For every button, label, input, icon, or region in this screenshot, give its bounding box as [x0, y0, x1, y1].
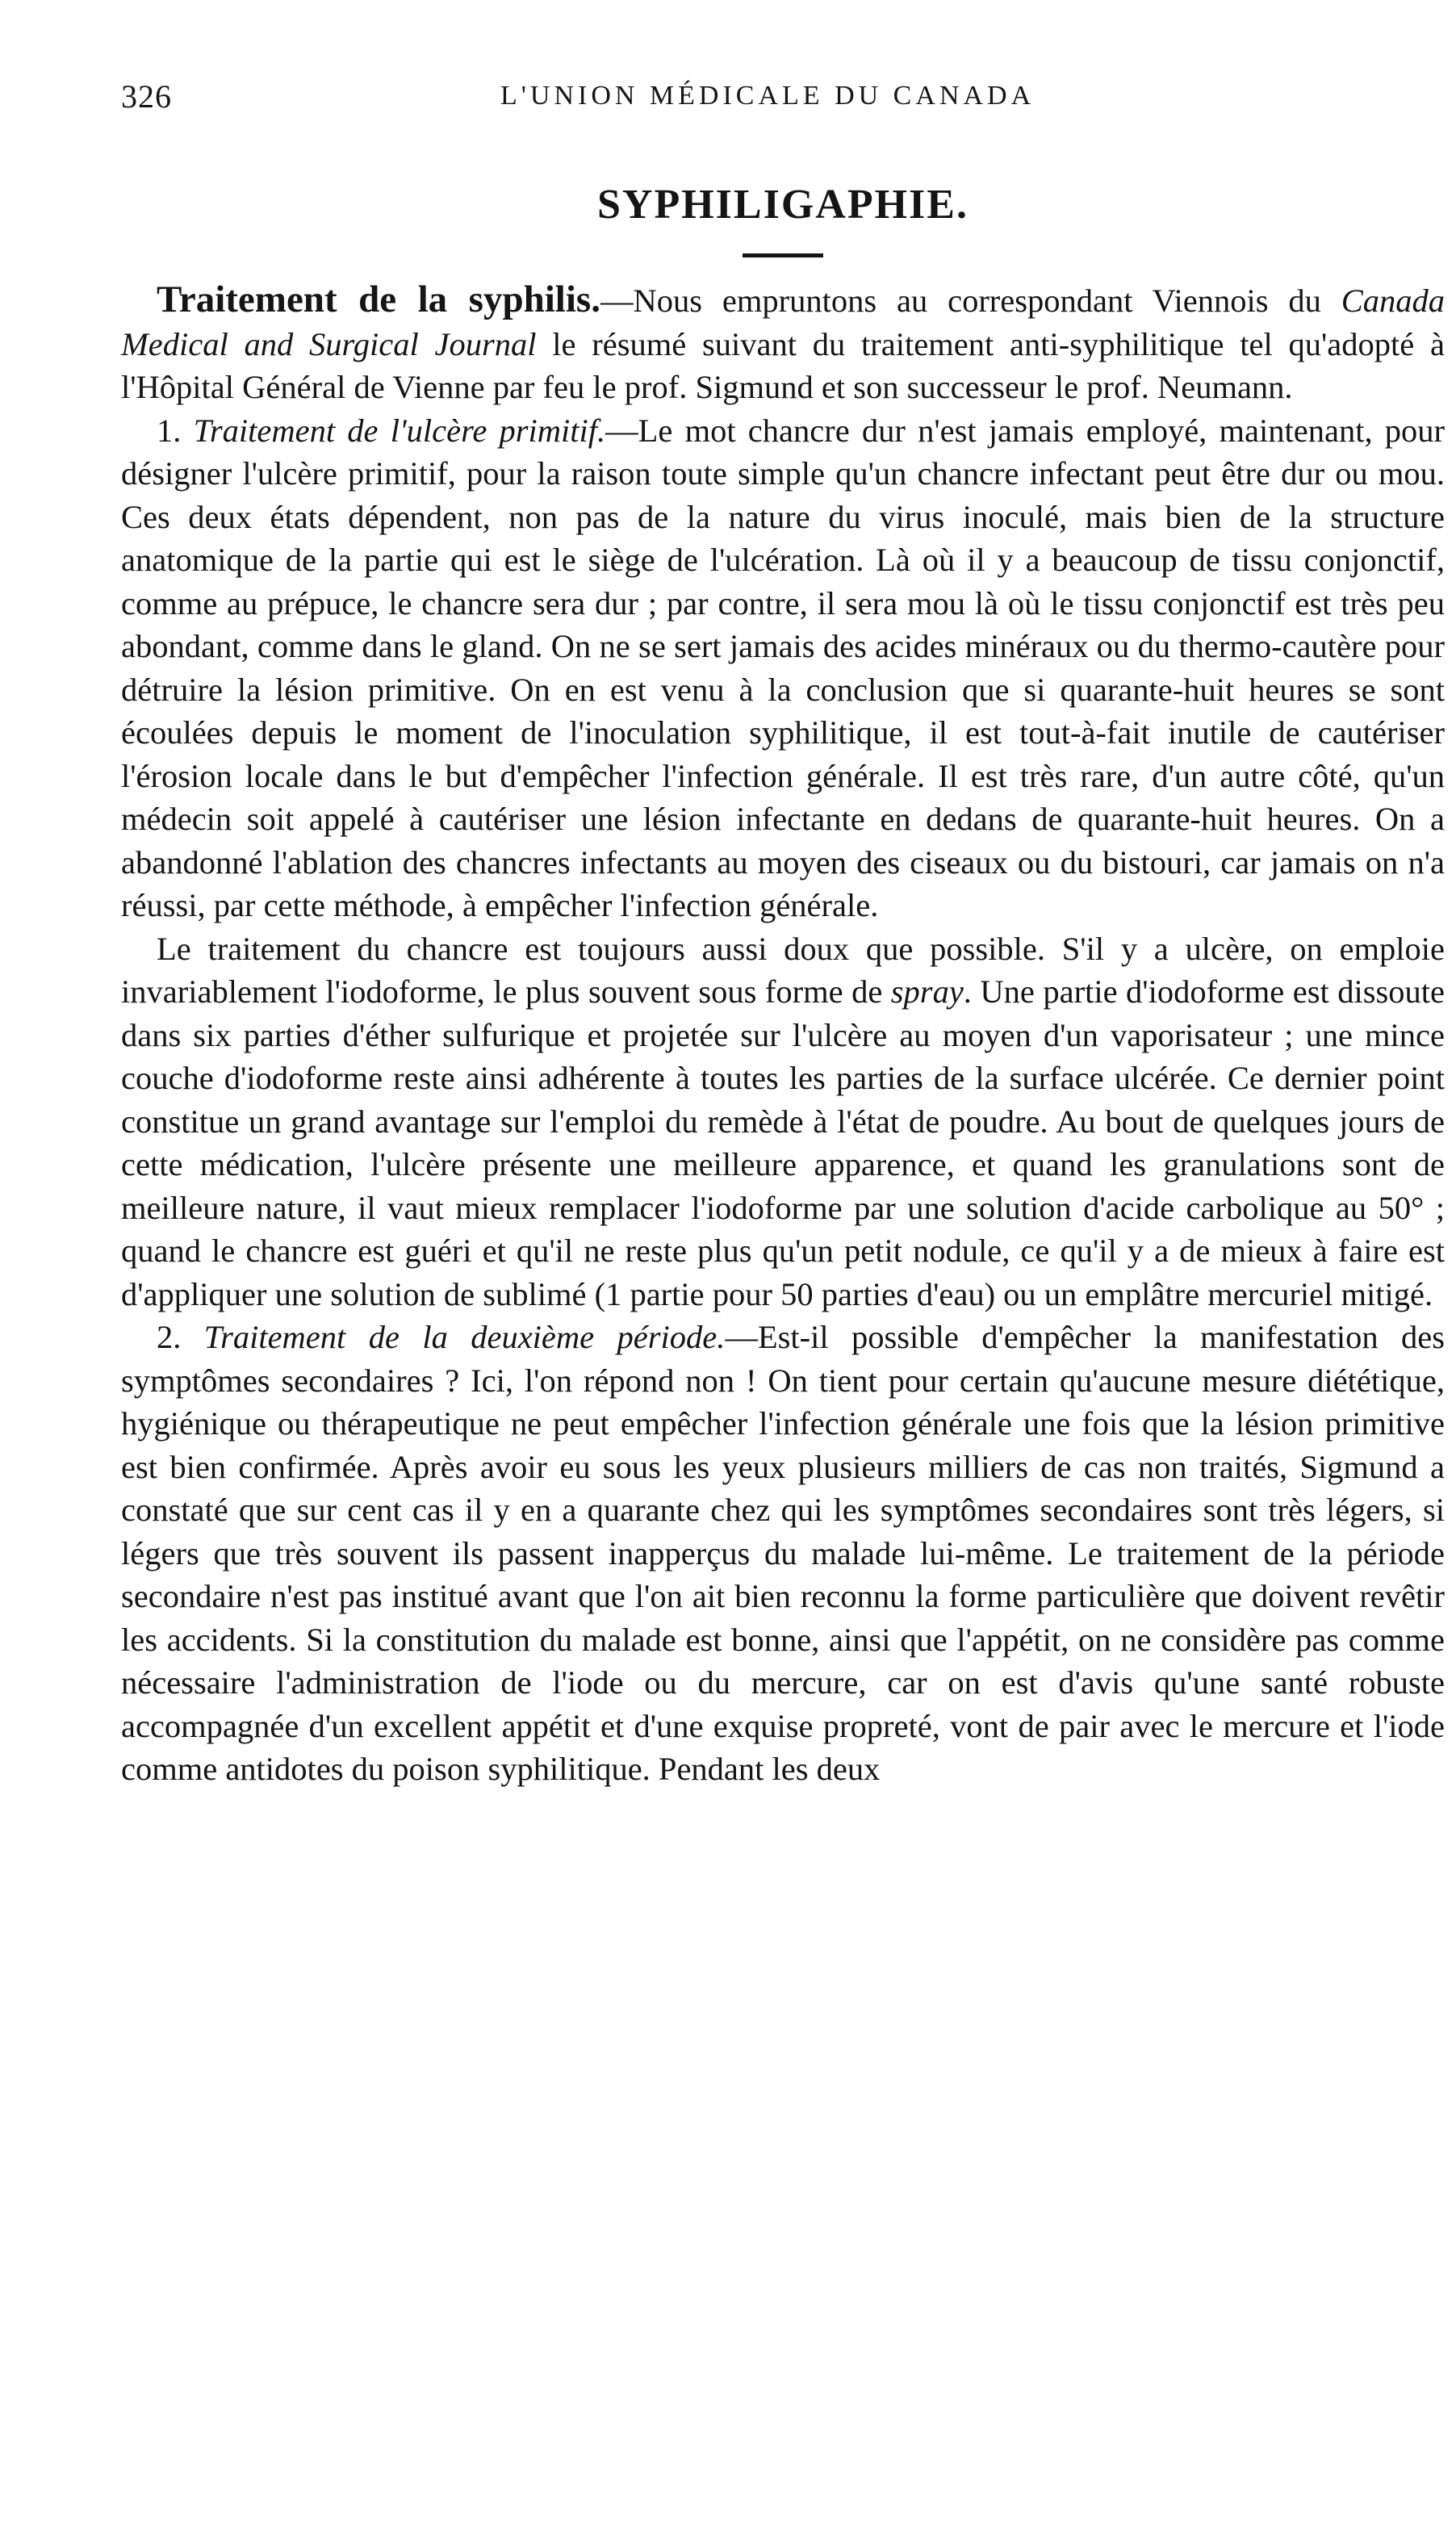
- article-body: [121, 278, 1445, 1791]
- intro-text-1: Nous empruntons au correspondant Viennois du: [633, 282, 1341, 319]
- intro-dash: —: [600, 282, 634, 319]
- section-1-paragraph: [121, 409, 1445, 927]
- section-2-title: Traitement de la deuxième période.: [203, 1319, 726, 1355]
- treatment-paragraph: [121, 927, 1445, 1316]
- spray-term: spray: [890, 973, 964, 1010]
- section-1-number: 1.: [157, 412, 194, 449]
- treatment-text-1: Le traitement du chancre est toujours aussi doux que possible. S'il y a ulcère, on emploie invariablement l'iodoforme, le plus souvent sous forme de: [121, 930, 1445, 1010]
- running-header: [121, 77, 1445, 126]
- section-2-text: —Est-il possible d'empêcher la manifestation des symptômes secondaires ? Ici, l'on répond non ! On tient pour certain qu'aucune mesure diététique, hygiénique ou thérapeutique ne peut empêcher l'infection générale une fois que la lésion primitive est bien confirmée. Après avoir eu sous les yeux plusieurs milliers de cas non traités, Sigmund a constaté que sur cent cas il y en a quarante chez qui les symptômes secondaires sont très légers, si légers que très souvent ils passent inapperçus du malade lui-même. Le traitement de la période secondaire n'est pas institué avant que l'on ait bien reconnu la forme particulière que doivent revêtir les accidents. Si la constitution du malade est bonne, ainsi que l'appétit, on ne considère pas comme nécessaire l'administration de l'iode ou du mercure, car on est d'avis qu'une santé robuste accompagnée d'un excellent appétit et d'une exquise propreté, vont de pair avec le mercure et l'iode comme antidotes du poison syphilitique. Pendant les deux: [121, 1319, 1446, 1787]
- section-2-number: 2.: [157, 1319, 204, 1355]
- intro-text-2: le résumé suivant du traitement anti-syphilitique tel qu'adopté à l'Hôpital Général de Vienne par feu le prof. Sigmund et son successeur le prof. Neumann.: [121, 325, 1445, 405]
- journal-title: L'UNION MÉDICALE DU CANADA: [500, 81, 1036, 111]
- title-rule: [743, 253, 823, 257]
- journal-citation: Canada Medical and Surgical Journal: [121, 282, 1445, 362]
- document-page: [121, 77, 1445, 1791]
- section-1-text: —Le mot chancre dur n'est jamais employé, maintenant, pour désigner l'ulcère primitif, pour la raison toute simple qu'un chancre infectant peut être dur ou mou. Ces deux états dépendent, non pas de la nature du virus inoculé, mais bien de la structure anatomique de la partie qui est le siège de l'ulcération. Là où il y a beaucoup de tissu conjonctif, comme au prépuce, le chancre sera dur ; par contre, il sera mou là où le tissu conjonctif est très peu abondant, comme dans le gland. On ne se sert jamais des acides minéraux ou du thermo-cautère pour détruire la lésion primitive. On en est venu à la conclusion que si quarante-huit heures se sont écoulées depuis le moment de l'inoculation syphilitique, il est tout-à-fait inutile de cautériser l'érosion locale dans le but d'empêcher l'infection générale. Il est très rare, d'un autre côté, qu'un médecin soit appelé à cautériser une lésion infectante en dedans de quarante-huit heures. On a abandonné l'ablation des chancres infectants au moyen des ciseaux ou du bistouri, car jamais on n'a réussi, par cette méthode, à empêcher l'infection générale.: [121, 412, 1446, 923]
- section-title: SYPHILIGAPHIE.: [597, 182, 969, 228]
- article-heading: Traitement de la syphilis.: [157, 278, 600, 320]
- section-1-title: Traitement de l'ulcère primitif.: [193, 412, 606, 449]
- page-number: 326: [121, 78, 172, 115]
- intro-paragraph: [121, 278, 1445, 409]
- treatment-text-2: . Une partie d'iodoforme est dissoute dans six parties d'éther sulfurique et projetée sur l'ulcère au moyen d'un vaporisateur ; une mince couche d'iodoforme reste ainsi adhérente à toutes les parties de la surface ulcérée. Ce dernier point constitue un grand avantage sur l'emploi du remède à l'état de poudre. Au bout de quelques jours de cette médication, l'ulcère présente une meilleure apparence, et quand les granulations sont de meilleure nature, il vaut mieux remplacer l'iodoforme par une solution d'acide carbolique au 50° ; quand le chancre est guéri et qu'il ne reste plus qu'un petit nodule, ce qu'il y a de mieux à faire est d'appliquer une solution de sublimé (1 partie pour 50 parties d'eau) ou un emplâtre mercuriel mitigé.: [121, 973, 1445, 1312]
- section-2-paragraph: [121, 1316, 1445, 1791]
